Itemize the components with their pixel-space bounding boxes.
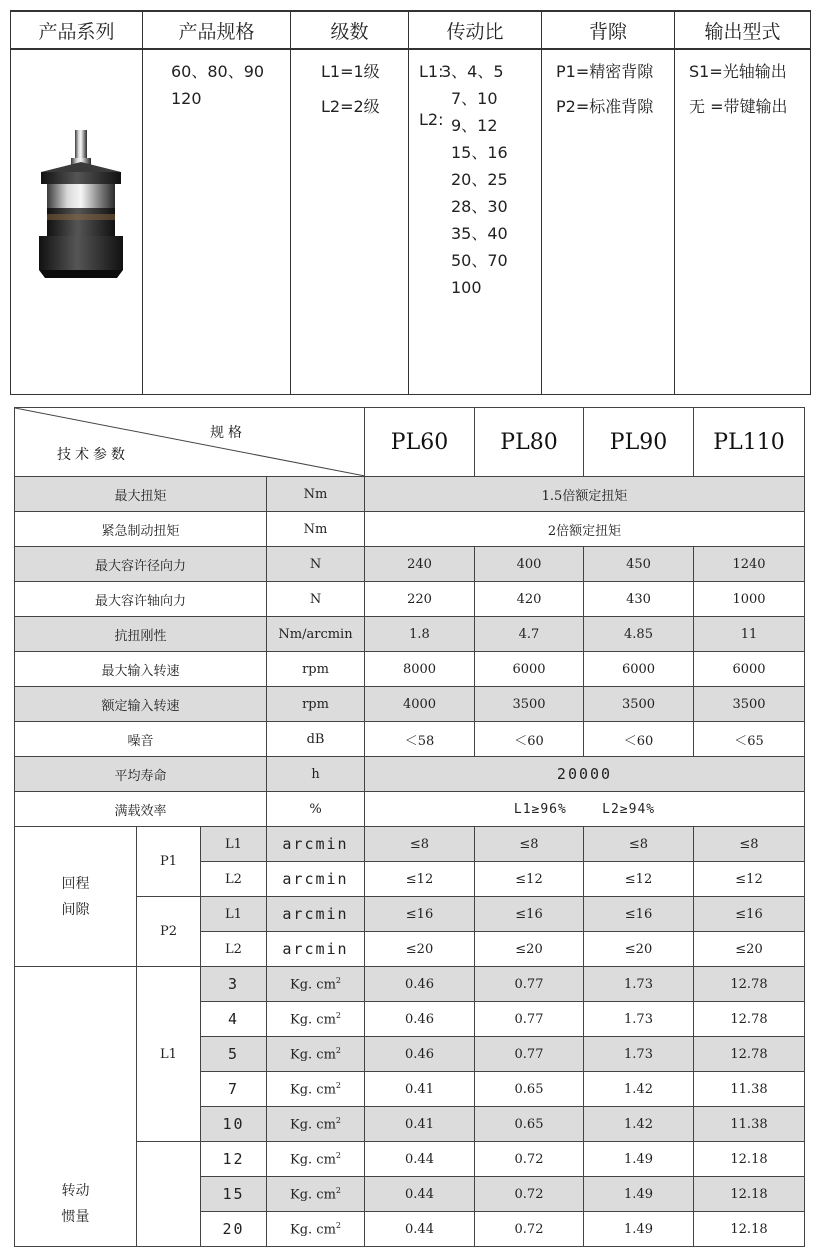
- ratio-item: 50、70: [451, 251, 508, 270]
- value-cell: 11.38: [694, 1107, 805, 1142]
- unit-sup: 2: [335, 1115, 341, 1125]
- param-unit: h: [267, 757, 365, 792]
- unit-cell: [267, 1037, 365, 1072]
- unit-cell: [267, 1002, 365, 1037]
- header-stages: 级数: [291, 11, 409, 49]
- stage-cell: L2: [201, 932, 267, 967]
- ratio-cell: 7: [201, 1072, 267, 1107]
- ratio-l1-label: L1:: [419, 62, 444, 81]
- ratio-cell: [409, 49, 542, 395]
- value-cell: 1.73: [584, 1002, 694, 1037]
- value-cell: 11.38: [694, 1072, 805, 1107]
- value-cell: 6000: [475, 652, 584, 687]
- value-cell: 1.49: [584, 1177, 694, 1212]
- backlash-label: [15, 827, 137, 967]
- value-cell: 12.78: [694, 967, 805, 1002]
- model-header: PL80: [475, 408, 584, 477]
- backlash-label-line: 回程: [61, 875, 90, 892]
- unit-cell: arcmin: [267, 827, 365, 862]
- overview-body-row: [11, 49, 811, 395]
- inertia-stage: L1: [137, 967, 201, 1142]
- backlash-line: P1=精密背隙: [556, 62, 654, 81]
- value-cell: 1.73: [584, 1037, 694, 1072]
- ratio-item: 28、30: [451, 197, 508, 216]
- param-unit: rpm: [267, 652, 365, 687]
- param-unit: Nm: [267, 512, 365, 547]
- unit-sup: 2: [335, 1220, 341, 1230]
- stage-line: L1=1级: [321, 62, 380, 81]
- value-cell: 1.8: [365, 617, 475, 652]
- value-cell: 0.46: [365, 967, 475, 1002]
- value-cell: ≤20: [694, 932, 805, 967]
- table-row: [15, 687, 805, 722]
- value-cell: 0.65: [475, 1107, 584, 1142]
- corner-top-label: 规格: [210, 425, 246, 441]
- value-cell: ＜65: [694, 722, 805, 757]
- value-cell: 6000: [584, 652, 694, 687]
- stage-cell: L2: [201, 862, 267, 897]
- param-unit: N: [267, 582, 365, 617]
- value-cell: 0.41: [365, 1072, 475, 1107]
- value-cell: 1.49: [584, 1212, 694, 1247]
- value-cell: 430: [584, 582, 694, 617]
- output-cell: [675, 49, 811, 395]
- value-cell: 0.41: [365, 1107, 475, 1142]
- output-line: 无 =带键输出: [689, 97, 788, 116]
- ratio-item: 9、12: [451, 116, 498, 135]
- value-cell: 3500: [694, 687, 805, 722]
- value-cell: 420: [475, 582, 584, 617]
- unit-base: Kg. cm: [290, 1047, 336, 1063]
- value-cell: 12.78: [694, 1037, 805, 1072]
- param-label: 噪音: [15, 722, 267, 757]
- table-row: [15, 512, 805, 547]
- inertia-label-line: 惯量: [61, 1209, 90, 1225]
- value-cell: 12.18: [694, 1142, 805, 1177]
- backlash-group: P2: [137, 897, 201, 967]
- value-cell: 0.44: [365, 1142, 475, 1177]
- inertia-stage-l2: [137, 1142, 201, 1247]
- unit-sup: 2: [335, 1045, 341, 1055]
- value-cell: 0.44: [365, 1212, 475, 1247]
- unit-base: Kg. cm: [290, 1187, 336, 1203]
- value-cell: 8000: [365, 652, 475, 687]
- backlash-group: P1: [137, 827, 201, 897]
- unit-base: Kg. cm: [290, 1012, 336, 1028]
- value-cell: ≤12: [584, 862, 694, 897]
- unit-cell: [267, 1177, 365, 1212]
- unit-cell: [267, 1142, 365, 1177]
- ratio-cell: 12: [201, 1142, 267, 1177]
- backlash-line: P2=标准背隙: [556, 97, 654, 116]
- ratio-list: [441, 58, 508, 301]
- spec-cell: [143, 49, 291, 395]
- stage-cell: L1: [201, 827, 267, 862]
- unit-sup: 2: [335, 1080, 341, 1090]
- value-cell: 4000: [365, 687, 475, 722]
- model-header: PL110: [694, 408, 805, 477]
- value-cell: ≤8: [365, 827, 475, 862]
- value-cell: ≤20: [584, 932, 694, 967]
- value-cell: ＜58: [365, 722, 475, 757]
- value-cell: 1.49: [584, 1142, 694, 1177]
- value-cell: ≤16: [694, 897, 805, 932]
- backlash-label-line: 间隙: [61, 901, 90, 918]
- unit-cell: [267, 1072, 365, 1107]
- unit-cell: arcmin: [267, 862, 365, 897]
- ratio-item: 20、25: [451, 170, 508, 189]
- value-cell: 240: [365, 547, 475, 582]
- value-cell: ＜60: [584, 722, 694, 757]
- table-row: [15, 582, 805, 617]
- ratio-item: 7、10: [451, 89, 498, 108]
- model-header: PL90: [584, 408, 694, 477]
- unit-base: Kg. cm: [290, 1152, 336, 1168]
- stage-cell: L1: [201, 897, 267, 932]
- merged-value: 1.5倍额定扭矩: [365, 477, 805, 512]
- param-label: 紧急制动扭矩: [15, 512, 267, 547]
- value-cell: ≤20: [365, 932, 475, 967]
- param-label: 额定输入转速: [15, 687, 267, 722]
- model-header: PL60: [365, 408, 475, 477]
- ratio-item: 3、4、5: [441, 62, 504, 81]
- output-line: S1=光轴输出: [689, 62, 787, 81]
- value-cell: 1.73: [584, 967, 694, 1002]
- unit-cell: [267, 1212, 365, 1247]
- value-cell: ≤12: [365, 862, 475, 897]
- value-cell: 1.42: [584, 1107, 694, 1142]
- stages-cell: [291, 49, 409, 395]
- value-cell: 400: [475, 547, 584, 582]
- unit-base: Kg. cm: [290, 1117, 336, 1133]
- unit-sup: 2: [335, 1010, 341, 1020]
- gearbox-image: [31, 130, 131, 280]
- header-output: 输出型式: [675, 11, 811, 49]
- param-unit: dB: [267, 722, 365, 757]
- product-image-cell: [11, 49, 143, 395]
- ratio-cell: 10: [201, 1107, 267, 1142]
- stage-line: L2=2级: [321, 97, 380, 116]
- param-unit: Nm/arcmin: [267, 617, 365, 652]
- value-cell: 0.46: [365, 1037, 475, 1072]
- value-cell: 1240: [694, 547, 805, 582]
- ratio-cell: 15: [201, 1177, 267, 1212]
- value-cell: 1.42: [584, 1072, 694, 1107]
- unit-base: Kg. cm: [290, 1222, 336, 1238]
- param-label: 最大容许径向力: [15, 547, 267, 582]
- value-cell: ≤16: [584, 897, 694, 932]
- value-cell: 0.77: [475, 1037, 584, 1072]
- table-row: [15, 827, 805, 862]
- value-cell: ≤16: [365, 897, 475, 932]
- header-backlash: 背隙: [542, 11, 675, 49]
- technical-spec-table: [14, 407, 805, 1247]
- value-cell: 0.72: [475, 1177, 584, 1212]
- corner-header: [15, 408, 365, 477]
- value-cell: 11: [694, 617, 805, 652]
- value-cell: ≤8: [584, 827, 694, 862]
- header-spec: 产品规格: [143, 11, 291, 49]
- table-row: [15, 652, 805, 687]
- value-cell: 4.85: [584, 617, 694, 652]
- param-unit: %: [267, 792, 365, 827]
- ratio-item: 100: [451, 278, 482, 297]
- unit-cell: [267, 1107, 365, 1142]
- merged-value: 2倍额定扭矩: [365, 512, 805, 547]
- merged-value: L1≥96% L2≥94%: [365, 792, 805, 827]
- value-cell: 12.18: [694, 1212, 805, 1247]
- param-label: 最大输入转速: [15, 652, 267, 687]
- table-row: [15, 617, 805, 652]
- ratio-l2-label: L2:: [419, 110, 444, 129]
- value-cell: 4.7: [475, 617, 584, 652]
- value-cell: 0.77: [475, 1002, 584, 1037]
- unit-sup: 2: [335, 975, 341, 985]
- header-series: 产品系列: [11, 11, 143, 49]
- corner-bottom-label: 技术参数: [57, 447, 129, 463]
- value-cell: 1000: [694, 582, 805, 617]
- table-row: [15, 547, 805, 582]
- unit-sup: 2: [335, 1185, 341, 1195]
- param-label: 最大扭矩: [15, 477, 267, 512]
- param-unit: Nm: [267, 477, 365, 512]
- header-ratio: 传动比: [409, 11, 542, 49]
- value-cell: 3500: [584, 687, 694, 722]
- unit-base: Kg. cm: [290, 977, 336, 993]
- ratio-cell: 4: [201, 1002, 267, 1037]
- inertia-label-line: 转动: [61, 1183, 90, 1199]
- table-row: [15, 967, 805, 1002]
- spec-line: 120: [171, 89, 202, 108]
- table-row: [15, 722, 805, 757]
- value-cell: 3500: [475, 687, 584, 722]
- param-label: 平均寿命: [15, 757, 267, 792]
- value-cell: ≤12: [475, 862, 584, 897]
- spec-header-row: [15, 408, 805, 477]
- value-cell: 0.72: [475, 1142, 584, 1177]
- unit-cell: arcmin: [267, 932, 365, 967]
- value-cell: ＜60: [475, 722, 584, 757]
- value-cell: 0.44: [365, 1177, 475, 1212]
- spec-line: 60、80、90: [171, 62, 265, 81]
- value-cell: 450: [584, 547, 694, 582]
- backlash-cell: [542, 49, 675, 395]
- ratio-item: 15、16: [451, 143, 508, 162]
- param-label: 抗扭刚性: [15, 617, 267, 652]
- value-cell: 12.78: [694, 1002, 805, 1037]
- ratio-cell: 3: [201, 967, 267, 1002]
- unit-sup: 2: [335, 1150, 341, 1160]
- corner-diagonal: [15, 408, 365, 476]
- value-cell: ≤8: [694, 827, 805, 862]
- inertia-label: [15, 967, 137, 1247]
- ratio-cell: 20: [201, 1212, 267, 1247]
- value-cell: 12.18: [694, 1177, 805, 1212]
- table-row: [15, 757, 805, 792]
- unit-cell: [267, 967, 365, 1002]
- value-cell: 0.77: [475, 967, 584, 1002]
- table-row: [15, 477, 805, 512]
- param-label: 满载效率: [15, 792, 267, 827]
- param-unit: rpm: [267, 687, 365, 722]
- ratio-cell: 5: [201, 1037, 267, 1072]
- value-cell: ≤12: [694, 862, 805, 897]
- table-row: [15, 792, 805, 827]
- overview-header-row: [11, 11, 811, 49]
- value-cell: ≤20: [475, 932, 584, 967]
- value-cell: 6000: [694, 652, 805, 687]
- value-cell: 0.72: [475, 1212, 584, 1247]
- unit-cell: arcmin: [267, 897, 365, 932]
- ratio-item: 35、40: [451, 224, 508, 243]
- product-overview-table: [10, 10, 811, 395]
- unit-base: Kg. cm: [290, 1082, 336, 1098]
- value-cell: ≤16: [475, 897, 584, 932]
- value-cell: ≤8: [475, 827, 584, 862]
- value-cell: 220: [365, 582, 475, 617]
- merged-value: 20000: [365, 757, 805, 792]
- param-label: 最大容许轴向力: [15, 582, 267, 617]
- value-cell: 0.65: [475, 1072, 584, 1107]
- param-unit: N: [267, 547, 365, 582]
- value-cell: 0.46: [365, 1002, 475, 1037]
